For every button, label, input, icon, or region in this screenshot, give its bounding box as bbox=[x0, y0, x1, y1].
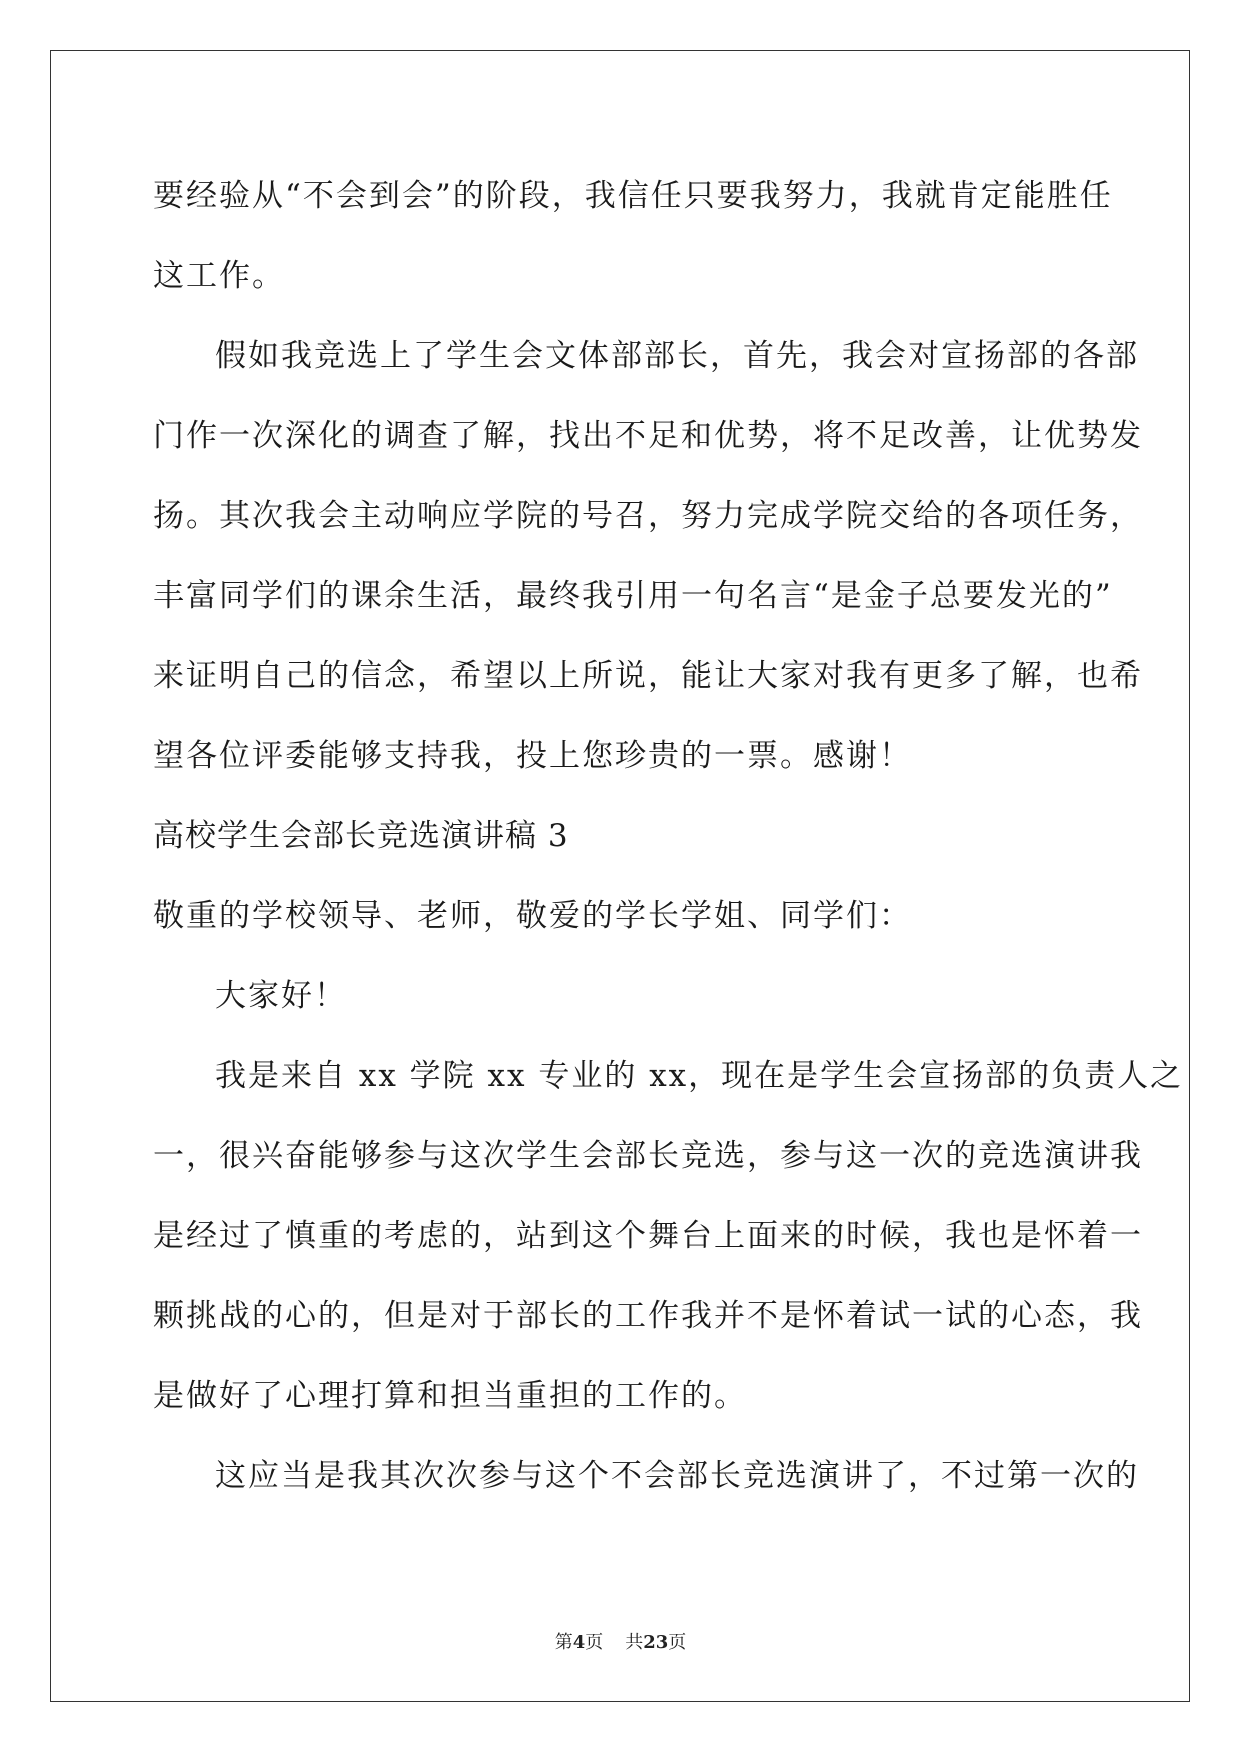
page-suffix: 页 bbox=[585, 1632, 604, 1653]
page-footer bbox=[0, 1628, 1241, 1654]
page-number: 4 bbox=[572, 1632, 586, 1653]
paragraph-line: 丰富同学们的课余生活，最终我引用一句名言“是金子总要发光的” bbox=[153, 578, 1113, 614]
paragraph-line: 来证明自己的信念，希望以上所说，能让大家对我有更多了解，也希 bbox=[153, 658, 1143, 694]
paragraph-line: 这应当是我其次次参与这个不会部长竞选演讲了，不过第一次的 bbox=[215, 1458, 1139, 1494]
total-prefix: 共 bbox=[625, 1632, 644, 1653]
total-suffix: 页 bbox=[668, 1632, 687, 1653]
paragraph-line: 一，很兴奋能够参与这次学生会部长竞选，参与这一次的竞选演讲我 bbox=[153, 1138, 1143, 1174]
paragraph-line: 颗挑战的心的，但是对于部长的工作我并不是怀着试一试的心态，我 bbox=[153, 1298, 1143, 1334]
salutation-line: 敬重的学校领导、老师，敬爱的学长学姐、同学们： bbox=[153, 898, 912, 934]
paragraph-line: 望各位评委能够支持我，投上您珍贵的一票。感谢！ bbox=[153, 738, 912, 774]
paragraph-line: 要经验从“不会到会”的阶段，我信任只要我努力，我就肯定能胜任 bbox=[153, 178, 1113, 214]
page-prefix: 第 bbox=[554, 1632, 573, 1653]
greeting-line: 大家好！ bbox=[215, 978, 347, 1014]
paragraph-line: 门作一次深化的调查了解，找出不足和优势，将不足改善，让优势发 bbox=[153, 418, 1143, 454]
paragraph-line: 假如我竞选上了学生会文体部部长，首先，我会对宣扬部的各部 bbox=[215, 338, 1139, 374]
paragraph-line: 是做好了心理打算和担当重担的工作的。 bbox=[153, 1378, 747, 1414]
paragraph-line: 扬。其次我会主动响应学院的号召，努力完成学院交给的各项任务， bbox=[153, 498, 1143, 534]
paragraph-line: 是经过了慎重的考虑的，站到这个舞台上面来的时候，我也是怀着一 bbox=[153, 1218, 1143, 1254]
paragraph-line: 我是来自 xx 学院 xx 专业的 xx，现在是学生会宣扬部的负责人之 bbox=[215, 1058, 1184, 1094]
section-heading: 高校学生会部长竞选演讲稿 3 bbox=[153, 818, 569, 854]
paragraph-line: 这工作。 bbox=[153, 258, 285, 294]
document-body bbox=[153, 156, 1184, 1516]
total-pages: 23 bbox=[643, 1632, 669, 1653]
